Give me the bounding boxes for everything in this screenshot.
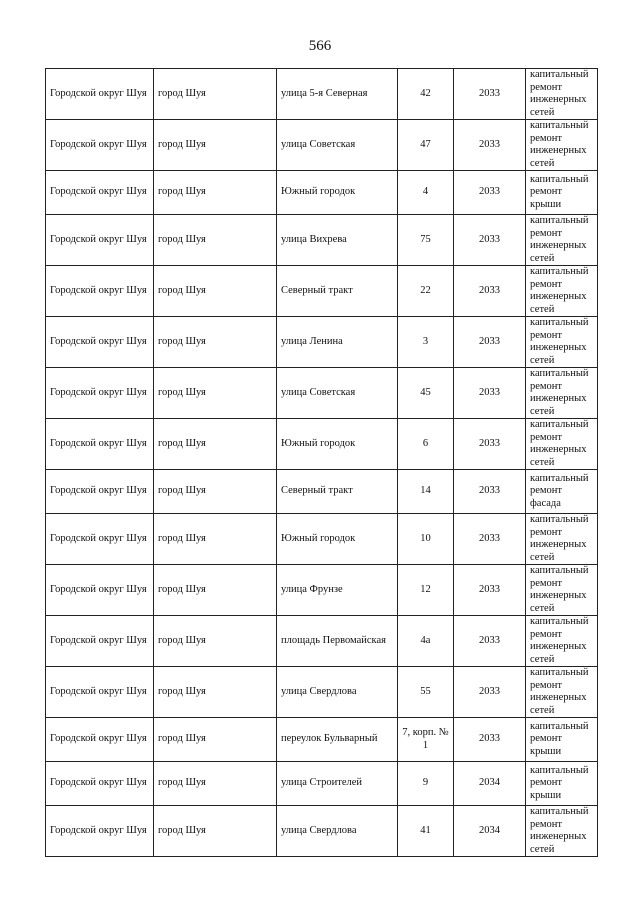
work-type-cell: капитальный ремонт инженерных сетей bbox=[526, 368, 598, 419]
table-row bbox=[46, 317, 598, 368]
municipality-cell: Городской округ Шуя bbox=[46, 419, 154, 470]
street-cell: Северный тракт bbox=[277, 470, 398, 514]
work-type-cell: капитальный ремонт инженерных сетей bbox=[526, 215, 598, 266]
municipality-cell: Городской округ Шуя bbox=[46, 718, 154, 762]
table-row bbox=[46, 514, 598, 565]
page-number: 566 bbox=[308, 38, 332, 54]
table-row bbox=[46, 762, 598, 806]
work-type-cell: капитальный ремонт инженерных сетей bbox=[526, 419, 598, 470]
work-type-cell: капитальный ремонт фасада bbox=[526, 470, 598, 514]
year-cell: 2033 bbox=[454, 317, 526, 368]
house-number-cell: 6 bbox=[398, 419, 454, 470]
house-number-cell: 47 bbox=[398, 120, 454, 171]
house-number-cell: 9 bbox=[398, 762, 454, 806]
street-cell: Южный городок bbox=[277, 514, 398, 565]
year-cell: 2033 bbox=[454, 171, 526, 215]
house-number-cell: 10 bbox=[398, 514, 454, 565]
work-type-cell: капитальный ремонт инженерных сетей bbox=[526, 317, 598, 368]
municipality-cell: Городской округ Шуя bbox=[46, 806, 154, 857]
municipality-cell: Городской округ Шуя bbox=[46, 368, 154, 419]
house-number-cell: 42 bbox=[398, 69, 454, 120]
street-cell: Южный городок bbox=[277, 419, 398, 470]
street-cell: площадь Первомайская bbox=[277, 616, 398, 667]
house-number-cell: 4а bbox=[398, 616, 454, 667]
settlement-cell: город Шуя bbox=[154, 718, 277, 762]
settlement-cell: город Шуя bbox=[154, 317, 277, 368]
table-row bbox=[46, 718, 598, 762]
street-cell: улица Вихрева bbox=[277, 215, 398, 266]
settlement-cell: город Шуя bbox=[154, 616, 277, 667]
street-cell: Северный тракт bbox=[277, 266, 398, 317]
work-type-cell: капитальный ремонт крыши bbox=[526, 171, 598, 215]
municipality-cell: Городской округ Шуя bbox=[46, 171, 154, 215]
house-number-cell: 3 bbox=[398, 317, 454, 368]
house-number-cell: 55 bbox=[398, 667, 454, 718]
year-cell: 2033 bbox=[454, 368, 526, 419]
year-cell: 2033 bbox=[454, 667, 526, 718]
municipality-cell: Городской округ Шуя bbox=[46, 120, 154, 171]
table-row bbox=[46, 171, 598, 215]
municipality-cell: Городской округ Шуя bbox=[46, 514, 154, 565]
settlement-cell: город Шуя bbox=[154, 69, 277, 120]
house-number-cell: 7, корп. № 1 bbox=[398, 718, 454, 762]
street-cell: улица Свердлова bbox=[277, 667, 398, 718]
work-type-cell: капитальный ремонт инженерных сетей bbox=[526, 266, 598, 317]
table-row bbox=[46, 616, 598, 667]
settlement-cell: город Шуя bbox=[154, 762, 277, 806]
municipality-cell: Городской округ Шуя bbox=[46, 266, 154, 317]
street-cell: Южный городок bbox=[277, 171, 398, 215]
settlement-cell: город Шуя bbox=[154, 419, 277, 470]
work-type-cell: капитальный ремонт инженерных сетей bbox=[526, 514, 598, 565]
settlement-cell: город Шуя bbox=[154, 368, 277, 419]
house-number-cell: 14 bbox=[398, 470, 454, 514]
table-row bbox=[46, 565, 598, 616]
table-row bbox=[46, 215, 598, 266]
year-cell: 2034 bbox=[454, 806, 526, 857]
work-type-cell: капитальный ремонт инженерных сетей bbox=[526, 616, 598, 667]
settlement-cell: город Шуя bbox=[154, 266, 277, 317]
settlement-cell: город Шуя bbox=[154, 470, 277, 514]
municipality-cell: Городской округ Шуя bbox=[46, 215, 154, 266]
work-type-cell: капитальный ремонт инженерных сетей bbox=[526, 667, 598, 718]
house-number-cell: 45 bbox=[398, 368, 454, 419]
settlement-cell: город Шуя bbox=[154, 120, 277, 171]
street-cell: улица Советская bbox=[277, 368, 398, 419]
year-cell: 2033 bbox=[454, 514, 526, 565]
table-row bbox=[46, 419, 598, 470]
year-cell: 2033 bbox=[454, 419, 526, 470]
table-row bbox=[46, 120, 598, 171]
settlement-cell: город Шуя bbox=[154, 565, 277, 616]
municipality-cell: Городской округ Шуя bbox=[46, 317, 154, 368]
municipality-cell: Городской округ Шуя bbox=[46, 470, 154, 514]
street-cell: переулок Бульварный bbox=[277, 718, 398, 762]
table-row bbox=[46, 470, 598, 514]
work-type-cell: капитальный ремонт инженерных сетей bbox=[526, 69, 598, 120]
work-type-cell: капитальный ремонт крыши bbox=[526, 762, 598, 806]
year-cell: 2033 bbox=[454, 616, 526, 667]
table-row bbox=[46, 266, 598, 317]
settlement-cell: город Шуя bbox=[154, 514, 277, 565]
house-number-cell: 75 bbox=[398, 215, 454, 266]
work-type-cell: капитальный ремонт инженерных сетей bbox=[526, 565, 598, 616]
table-row bbox=[46, 69, 598, 120]
year-cell: 2033 bbox=[454, 266, 526, 317]
year-cell: 2033 bbox=[454, 565, 526, 616]
municipality-cell: Городской округ Шуя bbox=[46, 565, 154, 616]
street-cell: улица Ленина bbox=[277, 317, 398, 368]
house-number-cell: 41 bbox=[398, 806, 454, 857]
work-type-cell: капитальный ремонт крыши bbox=[526, 718, 598, 762]
house-number-cell: 12 bbox=[398, 565, 454, 616]
house-number-cell: 4 bbox=[398, 171, 454, 215]
municipality-cell: Городской округ Шуя bbox=[46, 667, 154, 718]
year-cell: 2033 bbox=[454, 69, 526, 120]
municipality-cell: Городской округ Шуя bbox=[46, 69, 154, 120]
year-cell: 2033 bbox=[454, 718, 526, 762]
house-number-cell: 22 bbox=[398, 266, 454, 317]
street-cell: улица Фрунзе bbox=[277, 565, 398, 616]
settlement-cell: город Шуя bbox=[154, 215, 277, 266]
work-type-cell: капитальный ремонт инженерных сетей bbox=[526, 120, 598, 171]
year-cell: 2033 bbox=[454, 215, 526, 266]
table-body bbox=[46, 69, 598, 857]
street-cell: улица Советская bbox=[277, 120, 398, 171]
street-cell: улица 5-я Северная bbox=[277, 69, 398, 120]
year-cell: 2033 bbox=[454, 470, 526, 514]
settlement-cell: город Шуя bbox=[154, 806, 277, 857]
street-cell: улица Свердлова bbox=[277, 806, 398, 857]
repair-schedule-table bbox=[45, 68, 598, 857]
table-row bbox=[46, 806, 598, 857]
work-type-cell: капитальный ремонт инженерных сетей bbox=[526, 806, 598, 857]
settlement-cell: город Шуя bbox=[154, 171, 277, 215]
municipality-cell: Городской округ Шуя bbox=[46, 762, 154, 806]
street-cell: улица Строителей bbox=[277, 762, 398, 806]
municipality-cell: Городской округ Шуя bbox=[46, 616, 154, 667]
year-cell: 2033 bbox=[454, 120, 526, 171]
settlement-cell: город Шуя bbox=[154, 667, 277, 718]
table-row bbox=[46, 368, 598, 419]
table-row bbox=[46, 667, 598, 718]
year-cell: 2034 bbox=[454, 762, 526, 806]
